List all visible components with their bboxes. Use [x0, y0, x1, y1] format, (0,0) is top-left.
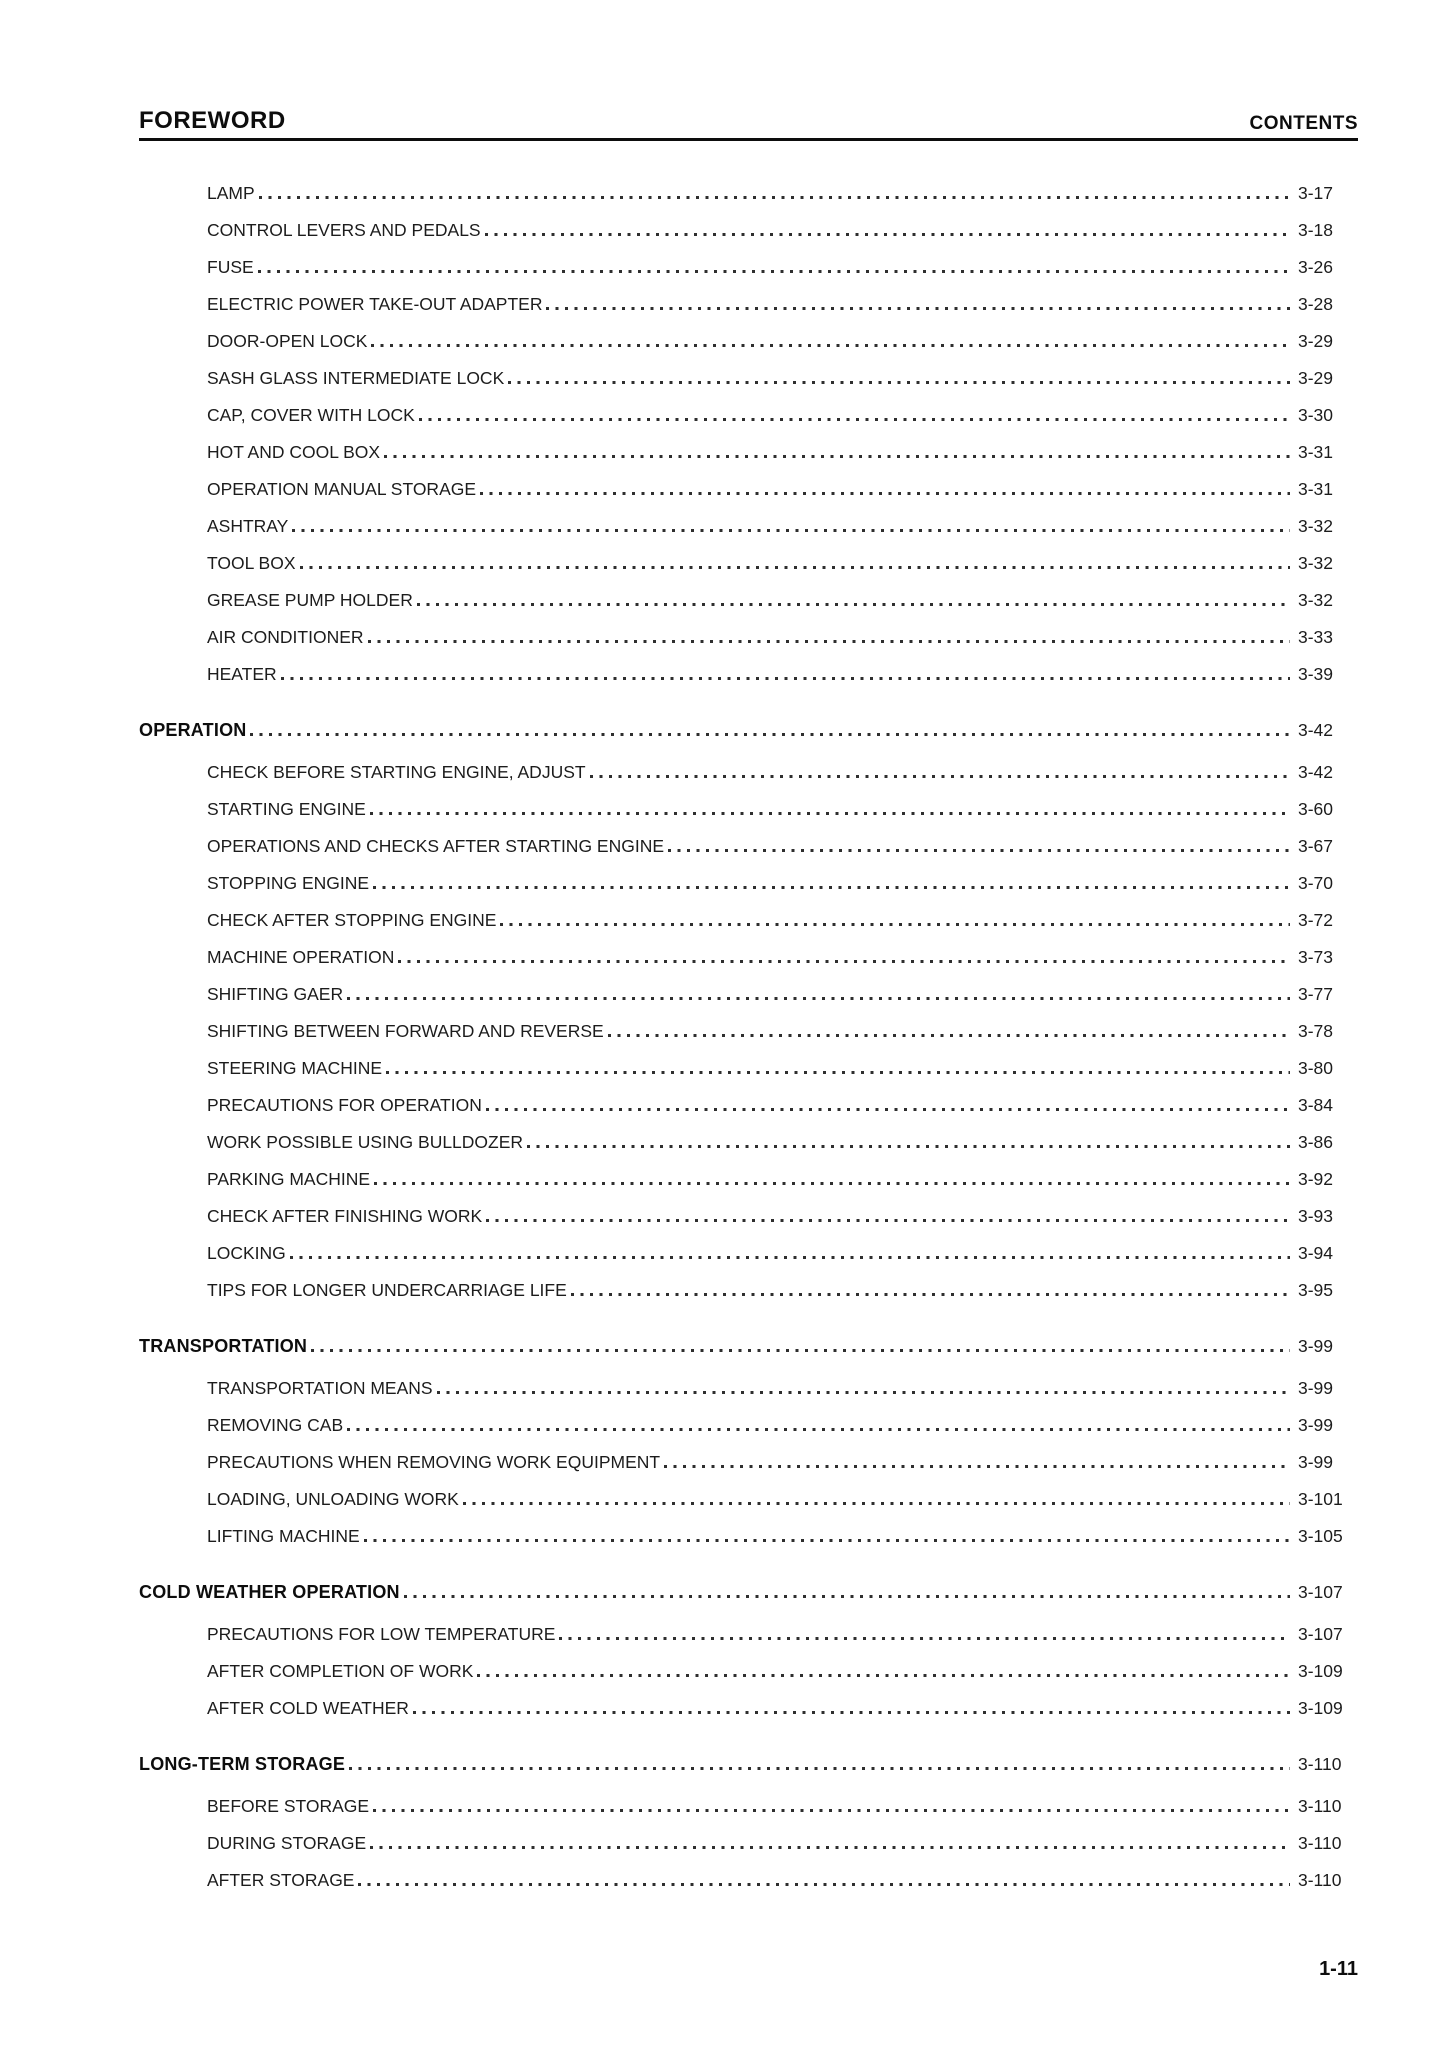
- toc-entry-label: AFTER COMPLETION OF WORK: [207, 1661, 474, 1681]
- toc-entry-row: [139, 545, 1358, 582]
- dot-leader: [463, 1502, 1290, 1505]
- toc-entry-row: [139, 175, 1358, 212]
- toc-entry-page: 3-92: [1298, 1169, 1334, 1189]
- dot-leader: [417, 603, 1290, 606]
- toc-entry-label: LOADING, UNLOADING WORK: [207, 1489, 459, 1509]
- toc-entry-page: 3-95: [1298, 1280, 1334, 1300]
- dot-leader: [368, 640, 1290, 643]
- toc-entry-row: [139, 1198, 1358, 1235]
- toc-entry-label: OPERATION MANUAL STORAGE: [207, 479, 477, 499]
- toc-entry-label: PARKING MACHINE: [207, 1169, 371, 1189]
- page-number-footer: 1-11: [1319, 1958, 1358, 1980]
- toc-entry-row: [139, 791, 1358, 828]
- toc-entry-label: TRANSPORTATION MEANS: [207, 1378, 433, 1398]
- toc-entry-row: [139, 1370, 1358, 1407]
- dot-leader: [386, 1071, 1290, 1074]
- toc-entry-page: 3-32: [1298, 553, 1334, 573]
- dot-leader: [480, 492, 1290, 495]
- toc-entry-row: [139, 471, 1358, 508]
- toc-entry-page: 3-99: [1298, 1415, 1334, 1435]
- toc-section-title-row: [139, 1746, 1358, 1783]
- toc-entry-page: 3-31: [1298, 442, 1334, 462]
- dot-leader: [477, 1674, 1290, 1677]
- toc-entry-page: 3-29: [1298, 331, 1334, 351]
- toc-section-title-label: LONG-TERM STORAGE: [139, 1754, 346, 1774]
- toc-entry-label: AIR CONDITIONER: [207, 627, 364, 647]
- toc-entry-page: 3-110: [1298, 1833, 1342, 1853]
- toc-entry-row: [139, 1124, 1358, 1161]
- toc-section-title-label: TRANSPORTATION: [139, 1336, 308, 1356]
- toc-entry-label: HOT AND COOL BOX: [207, 442, 381, 462]
- toc-entry-label: CHECK AFTER FINISHING WORK: [207, 1206, 483, 1226]
- toc-entry-label: STEERING MACHINE: [207, 1058, 383, 1078]
- toc-entry-label: AFTER COLD WEATHER: [207, 1698, 409, 1718]
- toc-entry-row: [139, 286, 1358, 323]
- toc-entry-page: 3-77: [1298, 984, 1334, 1004]
- toc-entry-page: 3-28: [1298, 294, 1334, 314]
- toc-entry-row: [139, 1087, 1358, 1124]
- toc-entry-row: [139, 828, 1358, 865]
- dot-leader: [358, 1883, 1290, 1886]
- toc-entry-page: 3-32: [1298, 590, 1334, 610]
- dot-leader: [259, 196, 1290, 199]
- toc-section-title-row: [139, 712, 1358, 749]
- toc-entry-page: 3-78: [1298, 1021, 1334, 1041]
- toc-entry-page: 3-18: [1298, 220, 1334, 240]
- toc-entry-page: 3-93: [1298, 1206, 1334, 1226]
- dot-leader: [258, 270, 1290, 273]
- dot-leader: [559, 1637, 1290, 1640]
- toc-section-title-row: [139, 1574, 1358, 1611]
- toc-entry-label: PRECAUTIONS FOR OPERATION: [207, 1095, 482, 1115]
- toc-entry-row: [139, 1235, 1358, 1272]
- dot-leader: [413, 1711, 1290, 1714]
- toc-entry-label: BEFORE STORAGE: [207, 1796, 370, 1816]
- toc-entry-label: STOPPING ENGINE: [207, 873, 370, 893]
- toc-entry-label: STARTING ENGINE: [207, 799, 366, 819]
- toc-entry-row: [139, 1690, 1358, 1727]
- toc-entry-row: [139, 1407, 1358, 1444]
- toc-entry-row: [139, 1862, 1358, 1899]
- dot-leader: [292, 529, 1290, 532]
- toc-entry-label: SHIFTING GAER: [207, 984, 344, 1004]
- toc-section-title-page: 3-107: [1298, 1582, 1343, 1602]
- toc-entry-label: CONTROL LEVERS AND PEDALS: [207, 220, 481, 240]
- dot-leader: [486, 1108, 1290, 1111]
- toc-entry-row: [139, 1788, 1358, 1825]
- toc-entry-label: AFTER STORAGE: [207, 1870, 355, 1890]
- dot-leader: [404, 1595, 1290, 1598]
- toc-entry-label: OPERATIONS AND CHECKS AFTER STARTING ENGINE: [207, 836, 665, 856]
- dot-leader: [664, 1465, 1290, 1468]
- dot-leader: [590, 775, 1290, 778]
- dot-leader: [347, 997, 1290, 1000]
- toc-entry-page: 3-101: [1298, 1489, 1343, 1509]
- dot-leader: [668, 849, 1290, 852]
- toc-entry-page: 3-107: [1298, 1624, 1343, 1644]
- toc-section-title-row: [139, 1328, 1358, 1365]
- toc-entry-page: 3-67: [1298, 836, 1334, 856]
- toc-entry-page: 3-39: [1298, 664, 1334, 684]
- toc-entry-row: [139, 1518, 1358, 1555]
- toc-entry-label: DURING STORAGE: [207, 1833, 367, 1853]
- toc-entry-label: CAP, COVER WITH LOCK: [207, 405, 415, 425]
- dot-leader: [373, 886, 1290, 889]
- toc-entry-label: REMOVING CAB: [207, 1415, 344, 1435]
- toc-entry-row: [139, 865, 1358, 902]
- dot-leader: [437, 1391, 1290, 1394]
- toc-entry-label: ELECTRIC POWER TAKE-OUT ADAPTER: [207, 294, 543, 314]
- dot-leader: [384, 455, 1290, 458]
- dot-leader: [250, 733, 1290, 736]
- toc-section-title-page: 3-110: [1298, 1754, 1342, 1774]
- toc-section-title-page: 3-99: [1298, 1336, 1334, 1356]
- toc-entry-label: TIPS FOR LONGER UNDERCARRIAGE LIFE: [207, 1280, 567, 1300]
- dot-leader: [371, 344, 1290, 347]
- toc-section: [139, 1328, 1358, 1555]
- toc-entry-page: 3-29: [1298, 368, 1334, 388]
- dot-leader: [398, 960, 1290, 963]
- toc-entry-row: [139, 212, 1358, 249]
- toc-entry-label: DOOR-OPEN LOCK: [207, 331, 368, 351]
- dot-leader: [527, 1145, 1290, 1148]
- toc-entry-page: 3-86: [1298, 1132, 1334, 1152]
- toc-entry-page: 3-26: [1298, 257, 1334, 277]
- toc-entry-label: PRECAUTIONS FOR LOW TEMPERATURE: [207, 1624, 556, 1644]
- toc-entry-label: LIFTING MACHINE: [207, 1526, 360, 1546]
- toc-entry-label: GREASE PUMP HOLDER: [207, 590, 413, 610]
- toc-entry-row: [139, 1481, 1358, 1518]
- toc-entry-row: [139, 323, 1358, 360]
- toc-entry-row: [139, 582, 1358, 619]
- dot-leader: [374, 1182, 1290, 1185]
- toc-entry-row: [139, 1161, 1358, 1198]
- toc-section: [139, 1746, 1358, 1899]
- dot-leader: [347, 1428, 1290, 1431]
- toc-entry-row: [139, 939, 1358, 976]
- toc-entry-row: [139, 619, 1358, 656]
- toc-entry-page: 3-32: [1298, 516, 1334, 536]
- toc-section: [139, 712, 1358, 1309]
- toc-entry-row: [139, 1050, 1358, 1087]
- toc-entry-page: 3-94: [1298, 1243, 1334, 1263]
- toc-entry-label: CHECK AFTER STOPPING ENGINE: [207, 910, 497, 930]
- toc-entry-page: 3-99: [1298, 1378, 1334, 1398]
- toc-entry-row: [139, 434, 1358, 471]
- dot-leader: [311, 1349, 1290, 1352]
- toc-entry-row: [139, 1444, 1358, 1481]
- toc-entry-row: [139, 1013, 1358, 1050]
- toc-entry-row: [139, 249, 1358, 286]
- toc-entry-row: [139, 1616, 1358, 1653]
- toc-entry-page: 3-33: [1298, 627, 1334, 647]
- dot-leader: [290, 1256, 1290, 1259]
- toc-entry-label: LAMP: [207, 183, 255, 203]
- document-page: [139, 0, 1358, 2045]
- toc-entry-label: HEATER: [207, 664, 277, 684]
- dot-leader: [571, 1293, 1290, 1296]
- toc-entry-row: [139, 976, 1358, 1013]
- toc-entry-page: 3-17: [1298, 183, 1334, 203]
- toc-entry-label: CHECK BEFORE STARTING ENGINE, ADJUST: [207, 762, 586, 782]
- toc-entry-label: FUSE: [207, 257, 254, 277]
- dot-leader: [370, 812, 1290, 815]
- dot-leader: [419, 418, 1290, 421]
- page-header: [139, 109, 1358, 141]
- toc-entry-label: WORK POSSIBLE USING BULLDOZER: [207, 1132, 524, 1152]
- toc-entry-page: 3-110: [1298, 1796, 1342, 1816]
- toc-entry-page: 3-30: [1298, 405, 1334, 425]
- table-of-contents: [139, 175, 1358, 1899]
- toc-entry-row: [139, 397, 1358, 434]
- toc-entry-row: [139, 1653, 1358, 1690]
- foreword-title: FOREWORD: [139, 107, 286, 134]
- toc-entry-label: MACHINE OPERATION: [207, 947, 395, 967]
- dot-leader: [500, 923, 1290, 926]
- toc-entry-page: 3-105: [1298, 1526, 1343, 1546]
- toc-section-title-page: 3-42: [1298, 720, 1334, 740]
- toc-entry-row: [139, 508, 1358, 545]
- toc-section-title-label: COLD WEATHER OPERATION: [139, 1582, 400, 1602]
- toc-entry-label: ASHTRAY: [207, 516, 289, 536]
- dot-leader: [486, 1219, 1290, 1222]
- toc-entry-page: 3-73: [1298, 947, 1334, 967]
- toc-entry-row: [139, 360, 1358, 397]
- toc-entry-page: 3-109: [1298, 1661, 1343, 1681]
- toc-entry-row: [139, 1272, 1358, 1309]
- toc-entry-page: 3-99: [1298, 1452, 1334, 1472]
- dot-leader: [608, 1034, 1290, 1037]
- dot-leader: [485, 233, 1290, 236]
- dot-leader: [546, 307, 1290, 310]
- toc-entry-page: 3-31: [1298, 479, 1334, 499]
- toc-entry-page: 3-80: [1298, 1058, 1334, 1078]
- dot-leader: [364, 1539, 1290, 1542]
- toc-section: [139, 175, 1358, 693]
- toc-entry-page: 3-42: [1298, 762, 1334, 782]
- toc-entry-row: [139, 656, 1358, 693]
- dot-leader: [508, 381, 1290, 384]
- toc-entry-label: TOOL BOX: [207, 553, 296, 573]
- toc-entry-label: SASH GLASS INTERMEDIATE LOCK: [207, 368, 505, 388]
- dot-leader: [373, 1809, 1290, 1812]
- toc-entry-page: 3-72: [1298, 910, 1334, 930]
- toc-entry-page: 3-109: [1298, 1698, 1343, 1718]
- dot-leader: [300, 566, 1291, 569]
- toc-entry-page: 3-70: [1298, 873, 1334, 893]
- toc-entry-row: [139, 1825, 1358, 1862]
- toc-entry-page: 3-60: [1298, 799, 1334, 819]
- toc-section-title-label: OPERATION: [139, 720, 247, 740]
- toc-entry-label: PRECAUTIONS WHEN REMOVING WORK EQUIPMENT: [207, 1452, 661, 1472]
- contents-label: CONTENTS: [1249, 113, 1358, 134]
- dot-leader: [349, 1767, 1290, 1770]
- toc-entry-page: 3-84: [1298, 1095, 1334, 1115]
- dot-leader: [370, 1846, 1290, 1849]
- toc-entry-row: [139, 754, 1358, 791]
- toc-section: [139, 1574, 1358, 1727]
- toc-entry-row: [139, 902, 1358, 939]
- toc-entry-label: SHIFTING BETWEEN FORWARD AND REVERSE: [207, 1021, 604, 1041]
- dot-leader: [281, 677, 1290, 680]
- toc-entry-page: 3-110: [1298, 1870, 1342, 1890]
- toc-entry-label: LOCKING: [207, 1243, 286, 1263]
